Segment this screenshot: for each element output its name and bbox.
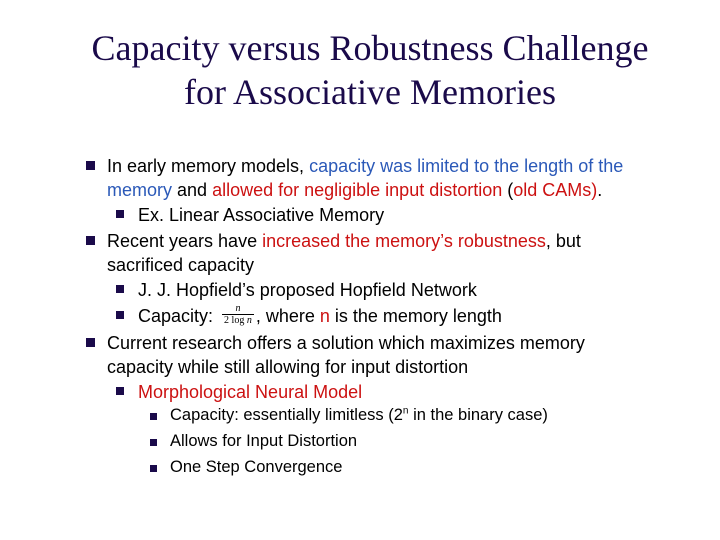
bullet-3-subsub-2: Allows for Input Distortion (170, 432, 358, 450)
title-line-1: Capacity versus Robustness Challenge (91, 28, 649, 68)
bullet-square-icon (86, 161, 95, 170)
bullet-square-icon (86, 338, 95, 347)
bullet-1-sub-1: Ex. Linear Associative Memory (138, 205, 385, 225)
bullet-3-line-1: Current research offers a solution which maximizes memory (107, 333, 585, 353)
title-line-2: for Associative Memories (184, 72, 556, 112)
sub-sub-bullet-square-icon (150, 465, 157, 472)
sub-bullet-square-icon (116, 387, 124, 395)
bullet-1-line-1: In early memory models, capacity was limited to the length of the (107, 156, 624, 176)
sub-sub-bullet-square-icon (150, 413, 157, 420)
bullet-2-line-2: sacrificed capacity (107, 255, 255, 275)
bullet-3-line-2: capacity while still allowing for input distortion (107, 357, 469, 377)
sub-sub-bullet-square-icon (150, 439, 157, 446)
bullet-3-subsub-1: Capacity: essentially limitless (2$^n$ in the binary case) (170, 405, 548, 424)
sub-bullet-square-icon (116, 285, 124, 293)
bullet-2-sub-2: Capacity: $\frac{n}{\text{2 log n}}$ , where n is the memory length (138, 302, 502, 326)
slide-title (40, 26, 700, 114)
bullet-square-icon (86, 236, 95, 245)
sub-bullet-square-icon (116, 311, 124, 319)
bullet-1-line-2: memory and allowed for negligible input distortion (old CAMs). (107, 180, 603, 200)
bullet-3-sub-1: Morphological Neural Model (138, 382, 363, 402)
capacity-formula: $\frac{n}{\text{2 log n}}$ (224, 302, 252, 326)
bullet-2-sub-1: J. J. Hopfield’s proposed Hopfield Network (138, 280, 477, 300)
bullet-2-line-1: Recent years have increased the memory’s robustness, but (107, 231, 581, 251)
bullet-3-subsub-3: One Step Convergence (170, 458, 343, 476)
sub-bullet-square-icon (116, 210, 124, 218)
